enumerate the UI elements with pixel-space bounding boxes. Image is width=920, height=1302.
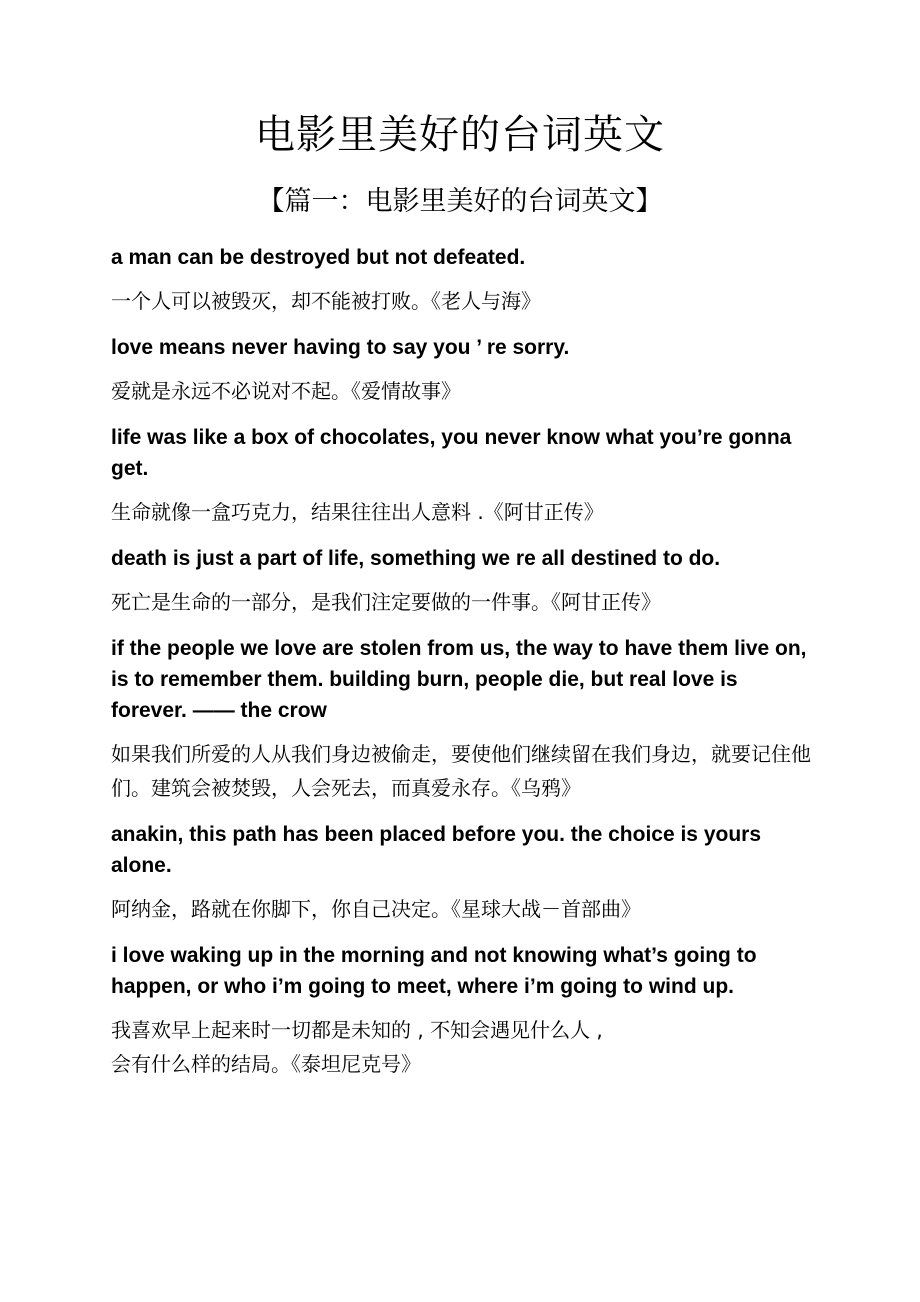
quotes-list [111, 242, 811, 1095]
quote-english: if the people we love are stolen from us, the way to have them live on, is to remember them. building burn, people die, but real love is forever. —— the crow [111, 637, 807, 722]
quote-english: life was like a box of chocolates, you never know what you’re gonna get. [111, 426, 792, 480]
quote-chinese: 我喜欢早上起来时一切都是未知的 , 不知会遇见什么人 , 会有什么样的结局。《泰坦尼克号》 [111, 1018, 603, 1076]
quote-chinese: 如果我们所爱的人从我们身边被偷走，要使他们继续留在我们身边，就要记住他们。建筑会被焚毁，人会死去，而真爱永存。《乌鸦》 [111, 742, 811, 800]
quote-chinese: 阿纳金，路就在你脚下，你自己决定。《星球大战－首部曲》 [111, 897, 641, 921]
quote-english: death is just a part of life, something we re all destined to do. [111, 547, 721, 570]
document-title: 电影里美好的台词英文 [255, 112, 665, 158]
quote-chinese: 爱就是永远不必说对不起。《爱情故事》 [111, 379, 461, 403]
quote-english: love means never having to say you ’ re sorry. [111, 336, 570, 359]
quote-english: a man can be destroyed but not defeated. [111, 246, 526, 269]
quote-chinese: 死亡是生命的一部分，是我们注定要做的一件事。《阿甘正传》 [111, 590, 661, 614]
quote-chinese: 一个人可以被毁灭，却不能被打败。《老人与海》 [111, 289, 541, 313]
quote-english: anakin, this path has been placed before you. the choice is yours alone. [111, 823, 762, 877]
quote-english: i love waking up in the morning and not knowing what’s going to happen, or who i’m going to meet, where i’m going to wind up. [111, 944, 757, 998]
section-title: 【篇一：电影里美好的台词英文】 [257, 186, 663, 217]
quote-chinese: 生命就像一盒巧克力，结果往往出人意料 .《阿甘正传》 [111, 500, 604, 524]
